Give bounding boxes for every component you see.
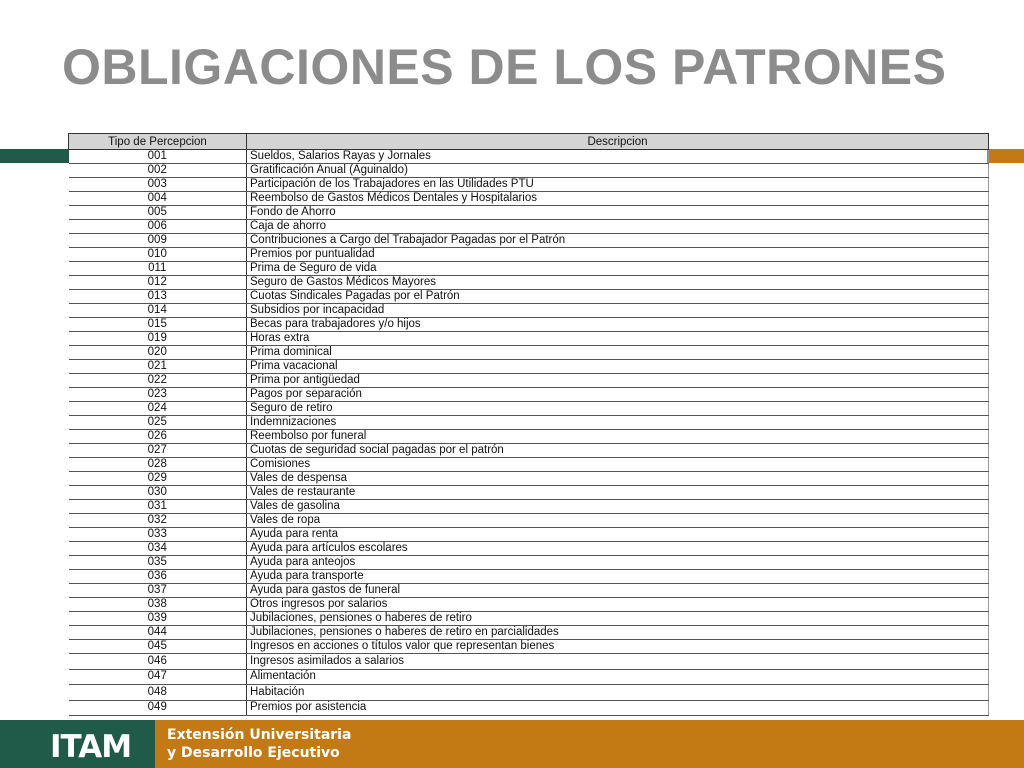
cell-code: 013 [69, 290, 247, 304]
cell-description: Otros ingresos por salarios [247, 598, 989, 612]
cell-description: Ingresos asimilados a salarios [247, 654, 989, 670]
cell-description: Vales de restaurante [247, 486, 989, 500]
cell-code: 031 [69, 500, 247, 514]
cell-code: 019 [69, 332, 247, 346]
table-row [69, 542, 989, 556]
table-row [69, 318, 989, 332]
cell-description: Subsidios por incapacidad [247, 304, 989, 318]
cell-description: Cuotas de seguridad social pagadas por el patrón [247, 444, 989, 458]
footer-line-2: y Desarrollo Ejecutivo [167, 745, 340, 761]
cell-code: 039 [69, 612, 247, 626]
perceptions-table [68, 133, 989, 716]
table-row [69, 570, 989, 584]
cell-description: Participación de los Trabajadores en las Utilidades PTU [247, 178, 989, 192]
table-header-row [69, 134, 989, 150]
cell-code: 011 [69, 262, 247, 276]
cell-code: 032 [69, 514, 247, 528]
cell-code: 045 [69, 640, 247, 654]
table-row [69, 472, 989, 486]
footer-logo-panel [0, 720, 155, 768]
table-row [69, 374, 989, 388]
cell-description: Becas para trabajadores y/o hijos [247, 318, 989, 332]
cell-code: 022 [69, 374, 247, 388]
table-row [69, 669, 989, 685]
cell-code: 037 [69, 584, 247, 598]
cell-code: 030 [69, 486, 247, 500]
table-row [69, 262, 989, 276]
cell-code: 009 [69, 234, 247, 248]
table-row [69, 626, 989, 640]
cell-description: Seguro de retiro [247, 402, 989, 416]
cell-code: 020 [69, 346, 247, 360]
table-row [69, 528, 989, 542]
header-descripcion: Descripcion [247, 134, 989, 150]
cell-code: 021 [69, 360, 247, 374]
cell-code: 004 [69, 192, 247, 206]
table-row [69, 346, 989, 360]
table-row [69, 248, 989, 262]
table-row [69, 654, 989, 670]
table-row [69, 685, 989, 701]
cell-description: Caja de ahorro [247, 220, 989, 234]
cell-code: 048 [69, 685, 247, 701]
cell-description: Reembolso por funeral [247, 430, 989, 444]
cell-code: 010 [69, 248, 247, 262]
cell-description: Prima de Seguro de vida [247, 262, 989, 276]
cell-code: 012 [69, 276, 247, 290]
cell-description: Prima vacacional [247, 360, 989, 374]
cell-description: Jubilaciones, pensiones o haberes de retiro en parcialidades [247, 626, 989, 640]
cell-description: Indemnizaciones [247, 416, 989, 430]
cell-description: Ayuda para renta [247, 528, 989, 542]
cell-description: Ayuda para anteojos [247, 556, 989, 570]
decorative-band-right [987, 149, 1024, 163]
header-tipo: Tipo de Percepcion [69, 134, 247, 150]
table-row [69, 290, 989, 304]
cell-code: 033 [69, 528, 247, 542]
cell-description: Ayuda para transporte [247, 570, 989, 584]
cell-description: Alimentación [247, 669, 989, 685]
table-row [69, 500, 989, 514]
cell-code: 014 [69, 304, 247, 318]
cell-description: Vales de despensa [247, 472, 989, 486]
cell-description: Ayuda para artículos escolares [247, 542, 989, 556]
table-row [69, 458, 989, 472]
table-row [69, 220, 989, 234]
table-row [69, 556, 989, 570]
cell-code: 025 [69, 416, 247, 430]
cell-description: Comisiones [247, 458, 989, 472]
cell-code: 006 [69, 220, 247, 234]
table-row [69, 700, 989, 716]
cell-code: 001 [69, 150, 247, 164]
cell-description: Vales de gasolina [247, 500, 989, 514]
cell-code: 003 [69, 178, 247, 192]
cell-code: 029 [69, 472, 247, 486]
table-row [69, 388, 989, 402]
cell-code: 046 [69, 654, 247, 670]
footer-text [167, 726, 351, 762]
cell-code: 026 [69, 430, 247, 444]
table-row [69, 416, 989, 430]
table-row [69, 360, 989, 374]
cell-description: Sueldos, Salarios Rayas y Jornales [247, 150, 989, 164]
table-row [69, 584, 989, 598]
cell-code: 044 [69, 626, 247, 640]
cell-description: Pagos por separación [247, 388, 989, 402]
cell-code: 049 [69, 700, 247, 716]
cell-code: 036 [69, 570, 247, 584]
table-row [69, 402, 989, 416]
table-row [69, 276, 989, 290]
table-body [69, 150, 989, 716]
table-row [69, 612, 989, 626]
cell-description: Seguro de Gastos Médicos Mayores [247, 276, 989, 290]
slide-title: OBLIGACIONES DE LOS PATRONES [62, 39, 947, 95]
table-row [69, 640, 989, 654]
perceptions-table-container [68, 133, 988, 716]
cell-code: 038 [69, 598, 247, 612]
cell-description: Gratificación Anual (Aguinaldo) [247, 164, 989, 178]
cell-description: Premios por puntualidad [247, 248, 989, 262]
cell-code: 024 [69, 402, 247, 416]
cell-description: Premios por asistencia [247, 700, 989, 716]
table-row [69, 304, 989, 318]
cell-description: Prima por antigüedad [247, 374, 989, 388]
table-row [69, 430, 989, 444]
cell-code: 023 [69, 388, 247, 402]
cell-code: 034 [69, 542, 247, 556]
cell-code: 047 [69, 669, 247, 685]
cell-description: Prima dominical [247, 346, 989, 360]
itam-logo: ITAM [50, 729, 132, 765]
cell-description: Horas extra [247, 332, 989, 346]
table-row [69, 514, 989, 528]
cell-description: Habitación [247, 685, 989, 701]
table-row [69, 164, 989, 178]
decorative-band-left [0, 149, 69, 163]
table-row [69, 192, 989, 206]
cell-code: 005 [69, 206, 247, 220]
cell-code: 027 [69, 444, 247, 458]
cell-description: Cuotas Sindicales Pagadas por el Patrón [247, 290, 989, 304]
cell-code: 035 [69, 556, 247, 570]
cell-description: Vales de ropa [247, 514, 989, 528]
table-row [69, 234, 989, 248]
table-row [69, 486, 989, 500]
table-row [69, 332, 989, 346]
cell-description: Ayuda para gastos de funeral [247, 584, 989, 598]
cell-description: Ingresos en acciones o títulos valor que representan bienes [247, 640, 989, 654]
cell-description: Contribuciones a Cargo del Trabajador Pagadas por el Patrón [247, 234, 989, 248]
cell-description: Jubilaciones, pensiones o haberes de retiro [247, 612, 989, 626]
table-row [69, 444, 989, 458]
cell-description: Reembolso de Gastos Médicos Dentales y Hospitalarios [247, 192, 989, 206]
table-row [69, 206, 989, 220]
cell-description: Fondo de Ahorro [247, 206, 989, 220]
table-row [69, 598, 989, 612]
table-row [69, 178, 989, 192]
cell-code: 002 [69, 164, 247, 178]
footer-line-1: Extensión Universitaria [167, 727, 352, 743]
cell-code: 028 [69, 458, 247, 472]
cell-code: 015 [69, 318, 247, 332]
footer-bar [0, 720, 1024, 768]
table-row [69, 150, 989, 164]
